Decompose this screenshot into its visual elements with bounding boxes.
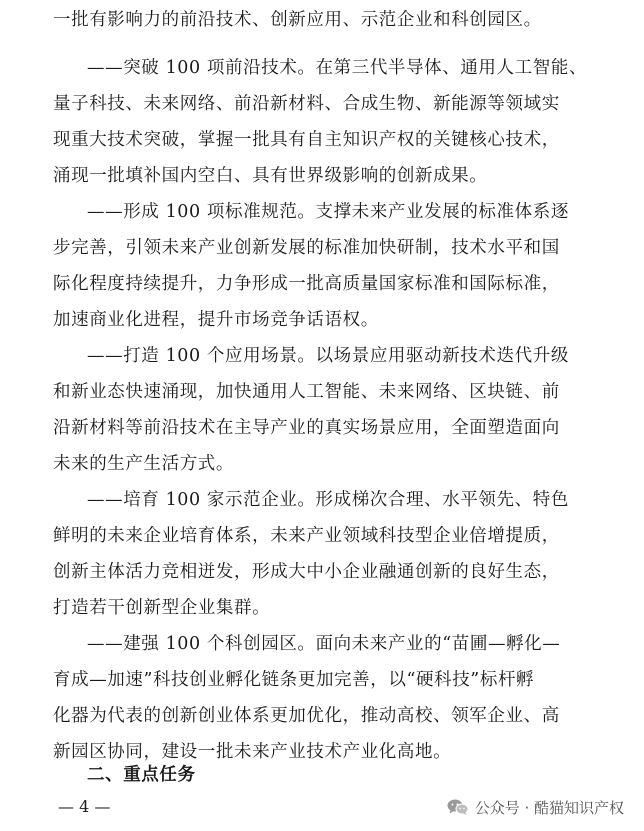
paragraph-line: 加速商业化进程，提升市场竞争话语权。 bbox=[53, 310, 379, 330]
paragraph-line: ——培育 100 家示范企业。形成梯次合理、水平领先、特色 bbox=[87, 490, 569, 510]
paragraph-line: 现重大技术突破，掌握一批具有自主知识产权的关键核心技术， bbox=[53, 130, 560, 150]
paragraph-line: 新园区协同，建设一批未来产业技术产业化高地。 bbox=[53, 742, 452, 762]
paragraph-line: 际化程度持续提升，力争形成一批高质量国家标准和国际标准， bbox=[53, 274, 560, 294]
paragraph-line: 未来的生产生活方式。 bbox=[53, 454, 234, 474]
paragraph-line: 育成—加速”科技创业孵化链条更加完善，以“硬科技”标杆孵 bbox=[53, 670, 535, 690]
paragraph-line: ——建强 100 个科创园区。面向未来产业的“苗圃—孵化— bbox=[87, 634, 561, 654]
paragraph-line: 化器为代表的创新创业体系更加优化，推动高校、领军企业、高 bbox=[53, 706, 560, 726]
watermark bbox=[447, 792, 624, 822]
paragraph-line: 一批有影响力的前沿技术、创新应用、示范企业和科创园区。 bbox=[53, 10, 542, 30]
paragraph-line: 鲜明的未来企业培育体系，未来产业领域科技型企业倍增提质， bbox=[53, 526, 560, 546]
paragraph-line: 创新主体活力竞相迸发，形成大中小企业融通创新的良好生态， bbox=[53, 562, 560, 582]
paragraph-line: ——形成 100 项标准规范。支撑未来产业发展的标准体系逐 bbox=[87, 202, 569, 222]
watermark-text: 公众号 · 酷猫知识产权 bbox=[474, 798, 624, 817]
paragraph-line: ——打造 100 个应用场景。以场景应用驱动新技术迭代升级 bbox=[87, 346, 569, 366]
paragraph-line: 涌现一批填补国内空白、具有世界级影响的创新成果。 bbox=[53, 166, 488, 186]
section-heading: 二、重点任务 bbox=[87, 765, 196, 785]
page-number: — 4 — bbox=[58, 797, 111, 816]
paragraph-line: 沿新材料等前沿技术在主导产业的真实场景应用，全面塑造面向 bbox=[53, 418, 560, 438]
paragraph-line: 量子科技、未来网络、前沿新材料、合成生物、新能源等领域实 bbox=[53, 94, 560, 114]
paragraph-line: 打造若干创新型企业集群。 bbox=[53, 598, 271, 618]
paragraph-line: 步完善，引领未来产业创新发展的标准加快研制，技术水平和国 bbox=[53, 238, 560, 258]
wechat-icon bbox=[447, 798, 469, 816]
paragraph-line: ——突破 100 项前沿技术。在第三代半导体、通用人工智能、 bbox=[87, 58, 588, 78]
paragraph-line: 和新业态快速涌现，加快通用人工智能、未来网络、区块链、前 bbox=[53, 382, 560, 402]
